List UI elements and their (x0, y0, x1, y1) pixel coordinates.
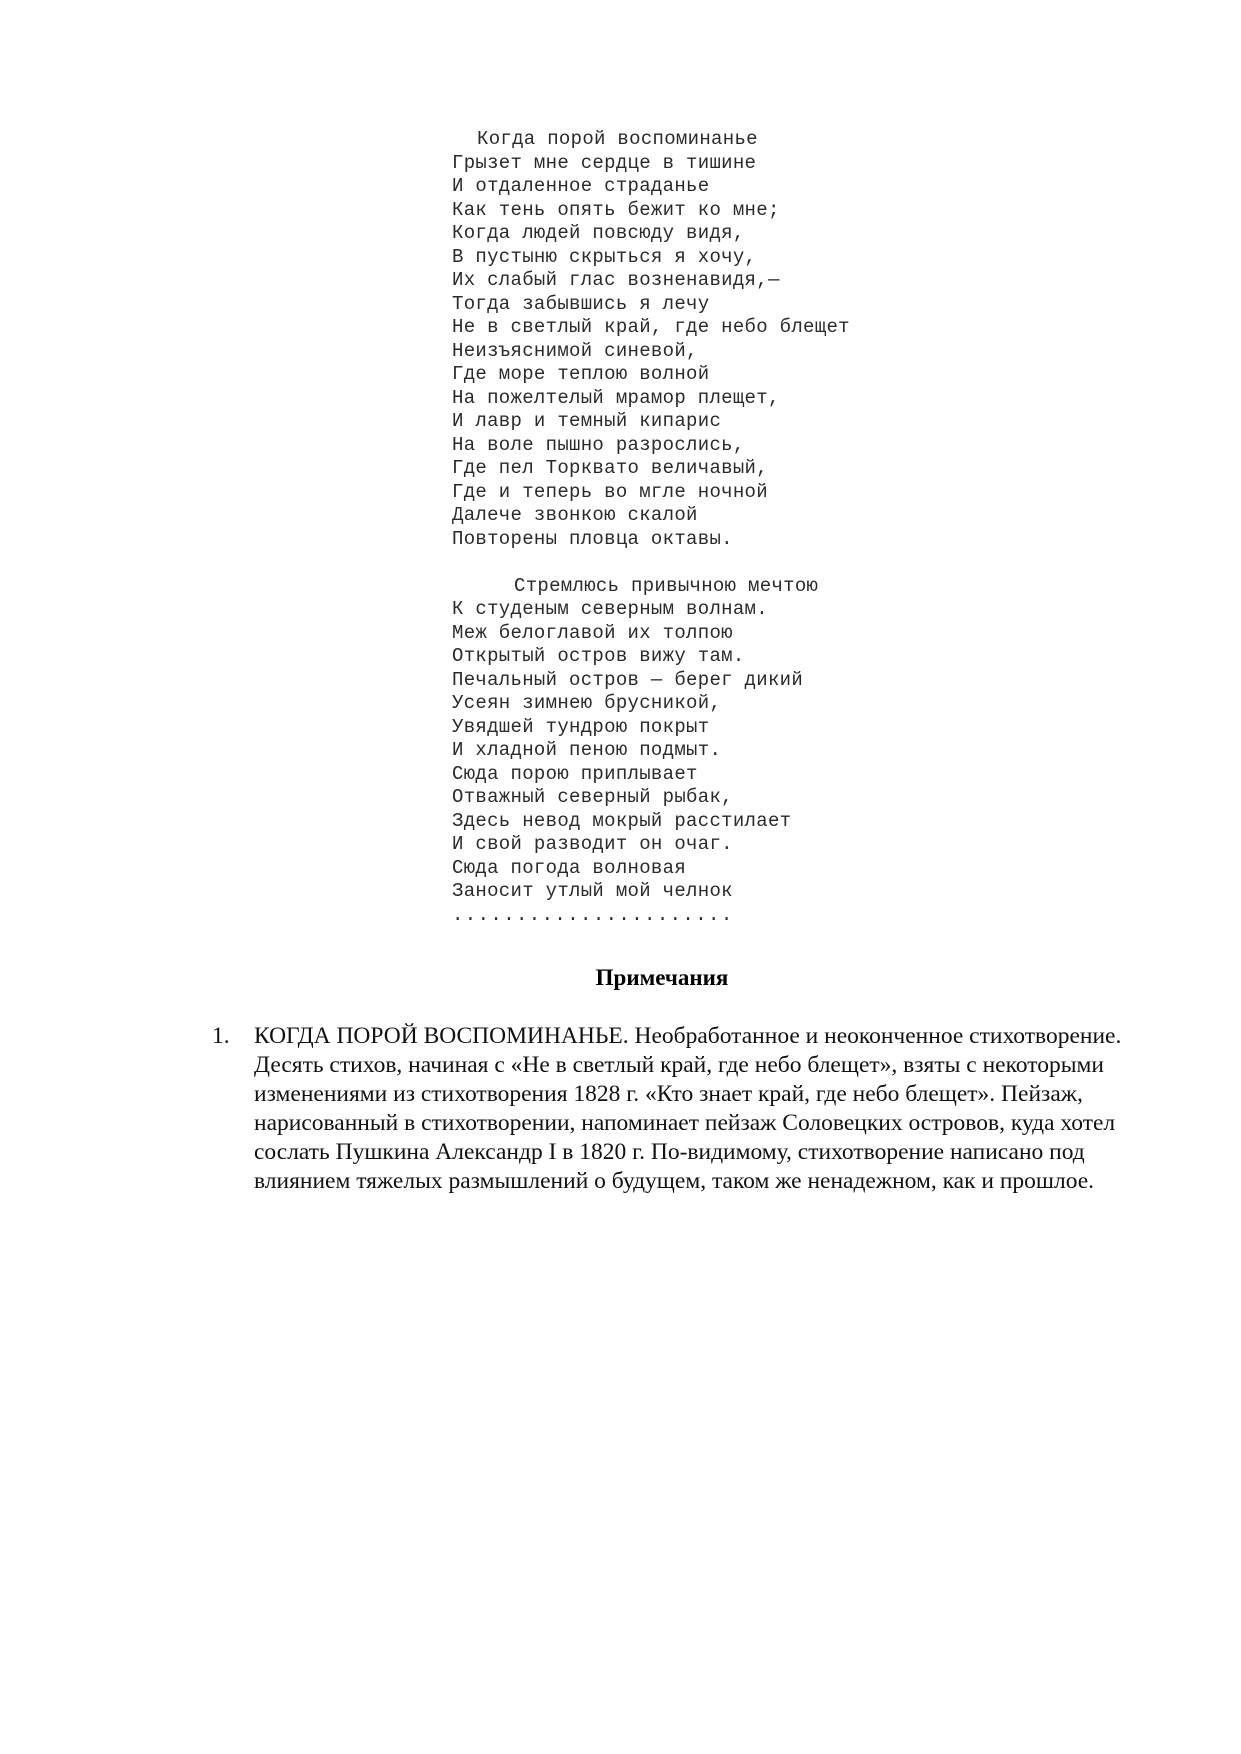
poem-line: Меж белоглавой их толпою (452, 621, 733, 644)
poem-stanza-2 (452, 575, 972, 928)
poem-line: Сюда порою приплывает (452, 762, 698, 785)
poem-line: Не в светлый край, где небо блещет (452, 316, 850, 338)
poem-line: Как тень опять бежит ко мне; (452, 198, 780, 221)
poem-line: Тогда забывшись я лечу (452, 292, 710, 315)
poem-line: Заносит утлый мой челнок (452, 880, 733, 902)
poem-line: И свой разводит он очаг. (452, 833, 733, 855)
poem-line: Усеян зимнею брусникой, (452, 692, 722, 714)
poem-line: Когда порой воспоминанье (477, 128, 758, 150)
poem-line: Увядшей тундрою покрыт (452, 715, 710, 738)
note-item (212, 1022, 1122, 1196)
poem-line: Сюда погода волновая (452, 856, 687, 879)
poem-stanza-1 (452, 128, 972, 551)
notes-list (212, 1022, 1122, 1196)
poem-line: К студеным северным волнам. (452, 598, 768, 620)
poem-line: Их слабый глас возненавидя,— (452, 269, 780, 291)
poem (452, 128, 972, 927)
poem-line: И лавр и темный кипарис (452, 410, 722, 432)
poem-line: На пожелтелый мрамор плещет, (452, 386, 780, 409)
note-text: КОГДА ПОРОЙ ВОСПОМИНАНЬЕ. Необработанное и неоконченное стихотворение. Десять стихов, начиная с «Не в светлый край, где небо блещет», взяты с некоторыми изменениями из стихотворения 1828 г. «Кто знает край, где небо блещет». Пейзаж, нарисованный в стихотворении, напоминает пейзаж Соловецких островов, куда хотел сослать Пушкина Александр I в 1820 г. По-видимому, стихотворение написано под влиянием тяжелых размышлений о будущем, таком же ненадежном, как и прошлое. (254, 1023, 1122, 1194)
note-number: 1. (212, 1023, 230, 1049)
poem-line: Где пел Торквато величавый, (452, 457, 768, 479)
poem-line: Неизъяснимой синевой, (452, 339, 698, 362)
poem-line: Далече звонкою скалой (452, 504, 698, 526)
poem-line: И отдаленное страданье (452, 175, 710, 197)
poem-line: Здесь невод мокрый расстилает (452, 809, 792, 832)
poem-line: Открытый остров вижу там. (452, 645, 745, 667)
poem-line: На воле пышно разрослись, (452, 433, 745, 456)
poem-line: Когда людей повсюду видя, (452, 222, 745, 244)
poem-line: Где и теперь во мгле ночной (452, 480, 768, 503)
poem-line: В пустыню скрыться я хочу, (452, 245, 757, 268)
notes-heading: Примечания (595, 965, 729, 990)
poem-ellipsis: ...................... (452, 903, 734, 926)
poem-line: Стремлюсь привычною мечтою (514, 574, 819, 597)
poem-line: Печальный остров — берег дикий (452, 668, 804, 691)
poem-line: Грызет мне сердце в тишине (452, 151, 757, 174)
poem-line: Повторены пловца октавы. (452, 527, 733, 550)
poem-line: Где море теплою волной (452, 363, 710, 385)
poem-line: И хладной пеною подмыт. (452, 739, 722, 761)
poem-line: Отважный северный рыбак, (452, 786, 733, 808)
